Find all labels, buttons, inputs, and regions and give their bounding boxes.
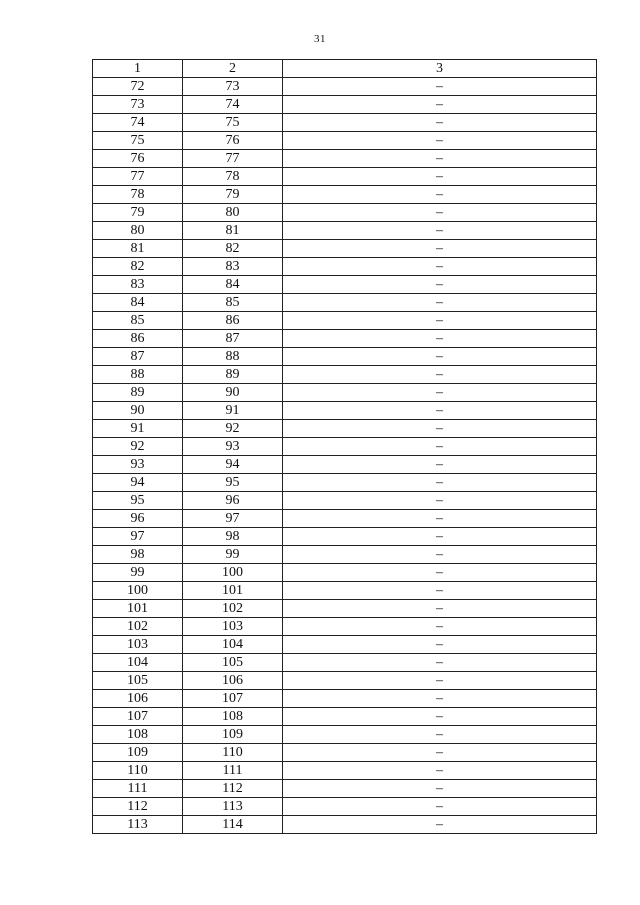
table-cell-col-1: 99	[93, 564, 183, 582]
table-cell-col-1: 104	[93, 654, 183, 672]
table-cell-col-3: –	[283, 726, 597, 744]
table-cell-col-1: 84	[93, 294, 183, 312]
table-cell-col-1: 83	[93, 276, 183, 294]
table-cell-col-3: –	[283, 636, 597, 654]
table-row	[93, 618, 597, 636]
table-row	[93, 546, 597, 564]
table-cell-col-3: –	[283, 258, 597, 276]
table-row	[93, 708, 597, 726]
table-cell-col-2: 77	[183, 150, 283, 168]
table-row	[93, 78, 597, 96]
table-cell-col-2: 84	[183, 276, 283, 294]
table-cell-col-1: 77	[93, 168, 183, 186]
table-cell-col-3: –	[283, 312, 597, 330]
table-row	[93, 348, 597, 366]
table-cell-col-2: 95	[183, 474, 283, 492]
table-row	[93, 276, 597, 294]
table-cell-col-2: 79	[183, 186, 283, 204]
table-row	[93, 438, 597, 456]
table-cell-col-1: 72	[93, 78, 183, 96]
table-row	[93, 222, 597, 240]
table-cell-col-3: –	[283, 366, 597, 384]
table-row	[93, 168, 597, 186]
table-cell-col-2: 78	[183, 168, 283, 186]
table-row	[93, 636, 597, 654]
table-row	[93, 726, 597, 744]
table-cell-col-1: 107	[93, 708, 183, 726]
table-row	[93, 672, 597, 690]
table-cell-col-2: 98	[183, 528, 283, 546]
table-cell-col-3: –	[283, 150, 597, 168]
data-table	[92, 59, 597, 834]
table-cell-col-3: –	[283, 186, 597, 204]
table-cell-col-1: 105	[93, 672, 183, 690]
table-cell-col-3: –	[283, 420, 597, 438]
table-cell-col-2: 107	[183, 690, 283, 708]
table-cell-col-1: 90	[93, 402, 183, 420]
table-row	[93, 114, 597, 132]
table-cell-col-1: 97	[93, 528, 183, 546]
table-row	[93, 474, 597, 492]
table-cell-col-2: 75	[183, 114, 283, 132]
table-cell-col-1: 89	[93, 384, 183, 402]
table-cell-col-2: 100	[183, 564, 283, 582]
table-cell-col-2: 81	[183, 222, 283, 240]
table-cell-col-3: –	[283, 618, 597, 636]
table-cell-col-3: –	[283, 348, 597, 366]
table-cell-col-3: –	[283, 600, 597, 618]
table-cell-col-2: 80	[183, 204, 283, 222]
table-row	[93, 600, 597, 618]
table-cell-col-2: 106	[183, 672, 283, 690]
table-cell-col-3: –	[283, 222, 597, 240]
table-header	[93, 60, 597, 78]
table-cell-col-1: 85	[93, 312, 183, 330]
table-cell-col-1: 102	[93, 618, 183, 636]
page-number: 31	[314, 33, 326, 45]
table-cell-col-3: –	[283, 456, 597, 474]
table-cell-col-2: 89	[183, 366, 283, 384]
table-cell-col-2: 102	[183, 600, 283, 618]
table-row	[93, 528, 597, 546]
table-cell-col-3: –	[283, 438, 597, 456]
table-row	[93, 294, 597, 312]
table-cell-col-2: 112	[183, 780, 283, 798]
table-cell-col-2: 109	[183, 726, 283, 744]
table-cell-col-1: 81	[93, 240, 183, 258]
table-row	[93, 690, 597, 708]
table-row	[93, 798, 597, 816]
table-cell-col-1: 109	[93, 744, 183, 762]
table-cell-col-3: –	[283, 204, 597, 222]
table-cell-col-2: 99	[183, 546, 283, 564]
table-cell-col-2: 97	[183, 510, 283, 528]
table-row	[93, 654, 597, 672]
table-cell-col-1: 92	[93, 438, 183, 456]
table-row	[93, 240, 597, 258]
header-row	[93, 60, 597, 78]
table-cell-col-1: 95	[93, 492, 183, 510]
table-row	[93, 582, 597, 600]
table-cell-col-3: –	[283, 798, 597, 816]
table-cell-col-3: –	[283, 96, 597, 114]
table-cell-col-1: 73	[93, 96, 183, 114]
column-header-3: 3	[283, 60, 597, 78]
table-cell-col-1: 111	[93, 780, 183, 798]
table-row	[93, 132, 597, 150]
table-cell-col-2: 83	[183, 258, 283, 276]
table-row	[93, 816, 597, 834]
table-cell-col-3: –	[283, 474, 597, 492]
table-cell-col-3: –	[283, 114, 597, 132]
table-cell-col-2: 74	[183, 96, 283, 114]
table-row	[93, 384, 597, 402]
table-cell-col-1: 86	[93, 330, 183, 348]
table-cell-col-1: 79	[93, 204, 183, 222]
table-cell-col-2: 87	[183, 330, 283, 348]
table-cell-col-1: 112	[93, 798, 183, 816]
table-row	[93, 366, 597, 384]
table-cell-col-1: 87	[93, 348, 183, 366]
table-cell-col-1: 98	[93, 546, 183, 564]
table-cell-col-2: 104	[183, 636, 283, 654]
table-cell-col-3: –	[283, 672, 597, 690]
table-cell-col-3: –	[283, 654, 597, 672]
table-cell-col-2: 113	[183, 798, 283, 816]
table-cell-col-1: 74	[93, 114, 183, 132]
table-cell-col-3: –	[283, 744, 597, 762]
table-cell-col-2: 114	[183, 816, 283, 834]
table-cell-col-3: –	[283, 510, 597, 528]
table-cell-col-1: 94	[93, 474, 183, 492]
table-cell-col-2: 86	[183, 312, 283, 330]
table-cell-col-2: 76	[183, 132, 283, 150]
table-row	[93, 420, 597, 438]
table-row	[93, 762, 597, 780]
table-cell-col-2: 103	[183, 618, 283, 636]
column-header-2: 2	[183, 60, 283, 78]
table-cell-col-2: 105	[183, 654, 283, 672]
column-header-1: 1	[93, 60, 183, 78]
table-row	[93, 312, 597, 330]
table-row	[93, 780, 597, 798]
table-cell-col-3: –	[283, 564, 597, 582]
table-row	[93, 510, 597, 528]
table-cell-col-3: –	[283, 294, 597, 312]
table-row	[93, 96, 597, 114]
table-cell-col-2: 96	[183, 492, 283, 510]
table-row	[93, 204, 597, 222]
table-cell-col-1: 113	[93, 816, 183, 834]
table-row	[93, 456, 597, 474]
table-cell-col-2: 110	[183, 744, 283, 762]
table-cell-col-3: –	[283, 816, 597, 834]
table-row	[93, 492, 597, 510]
table-cell-col-3: –	[283, 78, 597, 96]
table-cell-col-3: –	[283, 528, 597, 546]
table-row	[93, 186, 597, 204]
table-cell-col-3: –	[283, 780, 597, 798]
table-row	[93, 402, 597, 420]
table-cell-col-2: 85	[183, 294, 283, 312]
table-cell-col-2: 111	[183, 762, 283, 780]
table-cell-col-1: 82	[93, 258, 183, 276]
table-cell-col-2: 92	[183, 420, 283, 438]
table-row	[93, 744, 597, 762]
table-cell-col-1: 106	[93, 690, 183, 708]
table-cell-col-3: –	[283, 546, 597, 564]
table-cell-col-1: 91	[93, 420, 183, 438]
table-cell-col-1: 80	[93, 222, 183, 240]
table-cell-col-3: –	[283, 168, 597, 186]
table-cell-col-2: 101	[183, 582, 283, 600]
table-cell-col-3: –	[283, 132, 597, 150]
table-cell-col-3: –	[283, 240, 597, 258]
table-row	[93, 564, 597, 582]
table-cell-col-2: 88	[183, 348, 283, 366]
table-cell-col-2: 93	[183, 438, 283, 456]
table-cell-col-1: 103	[93, 636, 183, 654]
table-row	[93, 258, 597, 276]
table-cell-col-1: 96	[93, 510, 183, 528]
table-cell-col-3: –	[283, 384, 597, 402]
table-cell-col-1: 75	[93, 132, 183, 150]
table-cell-col-3: –	[283, 402, 597, 420]
table-row	[93, 150, 597, 168]
table-cell-col-3: –	[283, 690, 597, 708]
table-cell-col-3: –	[283, 330, 597, 348]
table-cell-col-1: 78	[93, 186, 183, 204]
table-cell-col-3: –	[283, 762, 597, 780]
table-body	[93, 78, 597, 834]
table-cell-col-3: –	[283, 582, 597, 600]
table-cell-col-2: 94	[183, 456, 283, 474]
table-cell-col-1: 101	[93, 600, 183, 618]
table-cell-col-1: 93	[93, 456, 183, 474]
table-cell-col-3: –	[283, 492, 597, 510]
table-cell-col-3: –	[283, 708, 597, 726]
table-cell-col-1: 76	[93, 150, 183, 168]
table-cell-col-2: 90	[183, 384, 283, 402]
table-cell-col-1: 108	[93, 726, 183, 744]
table-cell-col-3: –	[283, 276, 597, 294]
table-cell-col-2: 91	[183, 402, 283, 420]
table-cell-col-2: 73	[183, 78, 283, 96]
table-cell-col-1: 88	[93, 366, 183, 384]
table-cell-col-2: 108	[183, 708, 283, 726]
table-row	[93, 330, 597, 348]
table-cell-col-1: 110	[93, 762, 183, 780]
table-cell-col-1: 100	[93, 582, 183, 600]
table-cell-col-2: 82	[183, 240, 283, 258]
